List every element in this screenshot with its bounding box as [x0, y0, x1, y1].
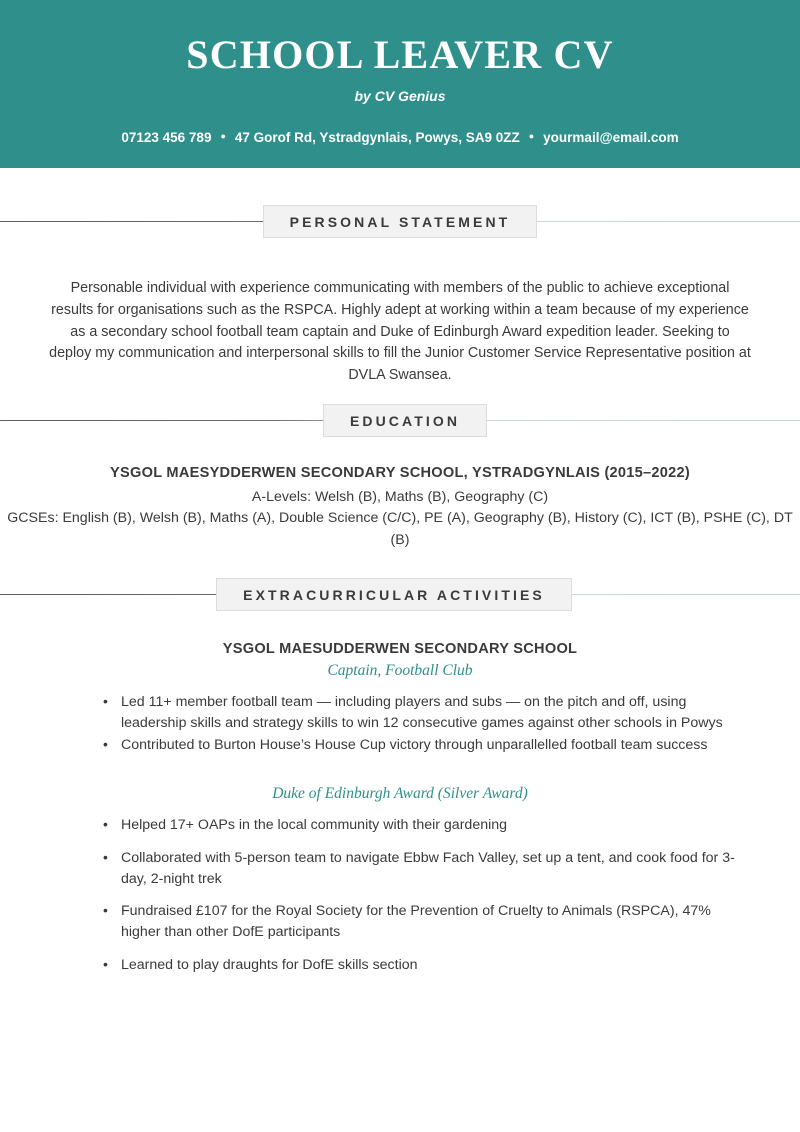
list-item: • Learned to play draughts for DofE skills section: [103, 955, 744, 976]
education-school-name: YSGOL MAESYDDERWEN SECONDARY SCHOOL, YSTRADGYNLAIS (2015–2022): [110, 465, 690, 482]
football-bullet-list: [0, 692, 800, 755]
extracurricular-entries: [0, 613, 800, 976]
list-item: • Led 11+ member football team — including players and subs — on the pitch and off, using leadership skills and strategy skills to win 12 consecutive games against other schools in Powys: [103, 692, 744, 733]
section-header-education: [0, 401, 800, 439]
education-a-levels: A-Levels: Welsh (B), Maths (B), Geography (C): [251, 489, 549, 506]
cv-header-banner: [0, 0, 800, 168]
bullet-separator-icon: ●: [220, 131, 226, 141]
contact-email[interactable]: yourmail@email.com: [543, 130, 679, 145]
page-title: SCHOOL LEAVER CV: [186, 32, 614, 77]
list-item: • Collaborated with 5-person team to navigate Ebbw Fach Valley, set up a tent, and cook food for 3-day, 2-night trek: [103, 848, 744, 889]
list-item: • Contributed to Burton House’s House Cup victory through unparallelled football team success: [103, 735, 744, 756]
extracurricular-role-football: Captain, Football Club: [327, 662, 473, 680]
section-title-education: EDUCATION: [323, 404, 487, 437]
dofe-bullet-list: [0, 815, 800, 975]
list-item: • Helped 17+ OAPs in the local community with their gardening: [103, 815, 744, 836]
section-title-personal-statement: PERSONAL STATEMENT: [263, 205, 538, 238]
section-header-extracurricular: [0, 575, 800, 613]
personal-statement-body: Personable individual with experience communicating with members of the public to achieve exceptional results for organisations such as the RSPCA. Highly adept at working within a team because of my experience as a secondary school football team captain and Duke of Edinburgh Award expedition leader. Seeking to deploy my communication and interpersonal skills to fill the Junior Customer Service Representative position at DVLA Swansea.: [49, 280, 751, 384]
byline: by CV Genius: [354, 88, 446, 104]
list-item: • Fundraised £107 for the Royal Society for the Prevention of Cruelty to Animals (RSPCA), 47% higher than other DofE participants: [103, 901, 744, 942]
contact-phone[interactable]: 07123 456 789: [121, 130, 212, 145]
contact-address: 47 Gorof Rd, Ystradgynlais, Powys, SA9 0ZZ: [234, 130, 520, 145]
education-entry: [0, 439, 800, 551]
section-header-personal-statement: [0, 202, 800, 240]
extracurricular-role-dofe: Duke of Edinburgh Award (Silver Award): [272, 785, 528, 803]
extracurricular-organisation: YSGOL MAESUDDERWEN SECONDARY SCHOOL: [222, 641, 578, 658]
education-gcses: GCSEs: English (B), Welsh (B), Maths (A), Double Science (C/C), PE (A), Geography (B), History (C), ICT (B), PSHE (C), DT (B): [7, 510, 793, 548]
section-title-extracurricular: EXTRACURRICULAR ACTIVITIES: [216, 578, 572, 611]
contact-line: [0, 130, 800, 145]
bullet-separator-icon: ●: [528, 131, 535, 141]
